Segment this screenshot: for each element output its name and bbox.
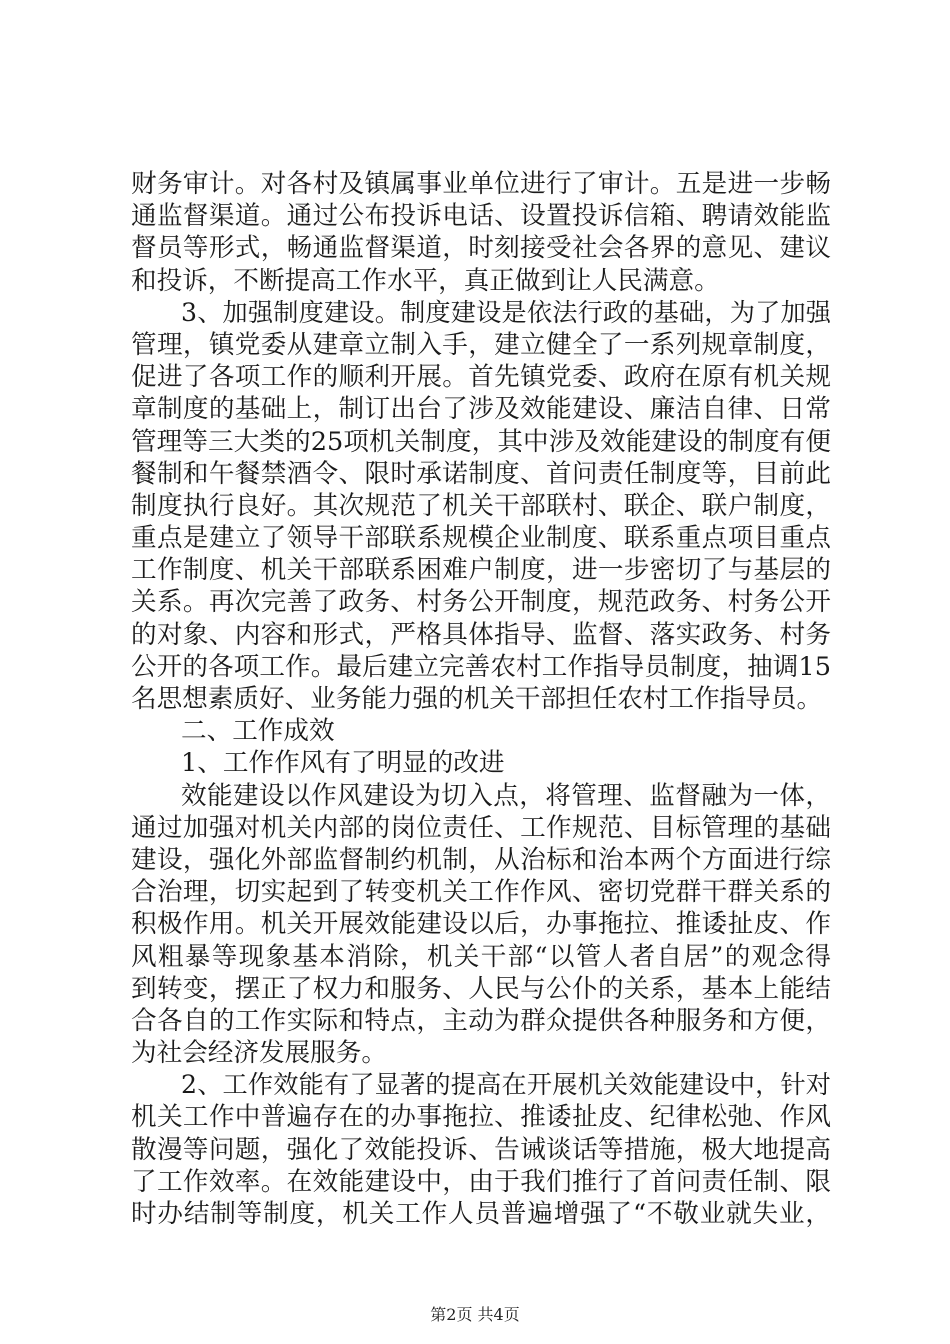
text-line: 时办结制等制度，机关工作人员普遍增强了“不敬业就失业， [131, 1199, 831, 1229]
text-line: 到转变，摆正了权力和服务、人民与公仆的关系，基本上能结 [131, 973, 831, 1004]
document-body [131, 168, 831, 1230]
text-line: 工作制度、机关干部联系困难户制度，进一步密切了与基层的 [131, 555, 831, 586]
text-line: 建设，强化外部监督制约机制，从治标和治本两个方面进行综 [131, 844, 831, 875]
text-line: 财务审计。对各村及镇属事业单位进行了审计。五是进一步畅 [131, 169, 831, 199]
text-line: 了工作效率。在效能建设中，由于我们推行了首问责任制、限 [131, 1166, 831, 1197]
text-line: 为社会经济发展服务。 [131, 1038, 387, 1069]
text-line: 关系。再次完善了政务、村务公开制度，规范政务、村务公开 [131, 587, 831, 618]
text-line: 通监督渠道。通过公布投诉电话、设置投诉信箱、聘请效能监 [131, 201, 831, 232]
text-line: 和投诉，不断提高工作水平，真正做到让人民满意。 [131, 265, 720, 296]
text-line: 章制度的基础上，制订出台了涉及效能建设、廉洁自律、日常 [131, 394, 831, 425]
text-line: 通过加强对机关内部的岗位责任、工作规范、目标管理的基础 [131, 812, 831, 843]
text-line: 促进了各项工作的顺利开展。首先镇党委、政府在原有机关规 [131, 362, 831, 393]
text-line: 合各自的工作实际和特点，主动为群众提供各种服务和方便， [131, 1005, 831, 1036]
text-line: 餐制和午餐禁酒令、限时承诺制度、首问责任制度等，目前此 [131, 458, 831, 489]
text-line: 风粗暴等现象基本消除，机关干部“以管人者自居”的观念得 [131, 941, 831, 972]
text-line: 管理，镇党委从建章立制入手，建立健全了一系列规章制度， [131, 329, 831, 360]
text-line: 重点是建立了领导干部联系规模企业制度、联系重点项目重点 [131, 523, 831, 554]
text-line: 2、工作效能有了显著的提高在开展机关效能建设中，针对 [181, 1070, 831, 1100]
text-line: 督员等形式，畅通监督渠道，时刻接受社会各界的意见、建议 [131, 233, 831, 264]
text-line: 3、加强制度建设。制度建设是依法行政的基础，为了加强 [181, 297, 831, 327]
text-line: 制度执行良好。其次规范了机关干部联村、联企、联户制度， [131, 490, 831, 521]
text-line: 效能建设以作风建设为切入点，将管理、监督融为一体， [181, 780, 831, 811]
text-line: 合治理，切实起到了转变机关工作作风、密切党群干群关系的 [131, 877, 831, 908]
text-line: 1、工作作风有了明显的改进 [181, 748, 505, 779]
text-line: 积极作用。机关开展效能建设以后，办事拖拉、推诿扯皮、作 [131, 909, 831, 940]
page-footer: 第2页 共4页 [430, 1305, 520, 1324]
text-line: 散漫等问题，强化了效能投诉、告诫谈话等措施，极大地提高 [131, 1134, 831, 1165]
text-line: 的对象、内容和形式，严格具体指导、监督、落实政务、村务 [131, 619, 831, 650]
text-line: 二、工作成效 [181, 716, 335, 747]
text-line: 公开的各项工作。最后建立完善农村工作指导员制度，抽调15 [131, 651, 831, 682]
text-line: 名思想素质好、业务能力强的机关干部担任农村工作指导员。 [131, 684, 823, 714]
text-line: 管理等三大类的25项机关制度，其中涉及效能建设的制度有便 [131, 426, 831, 457]
text-line: 机关工作中普遍存在的办事拖拉、推诿扯皮、纪律松弛、作风 [131, 1102, 831, 1133]
